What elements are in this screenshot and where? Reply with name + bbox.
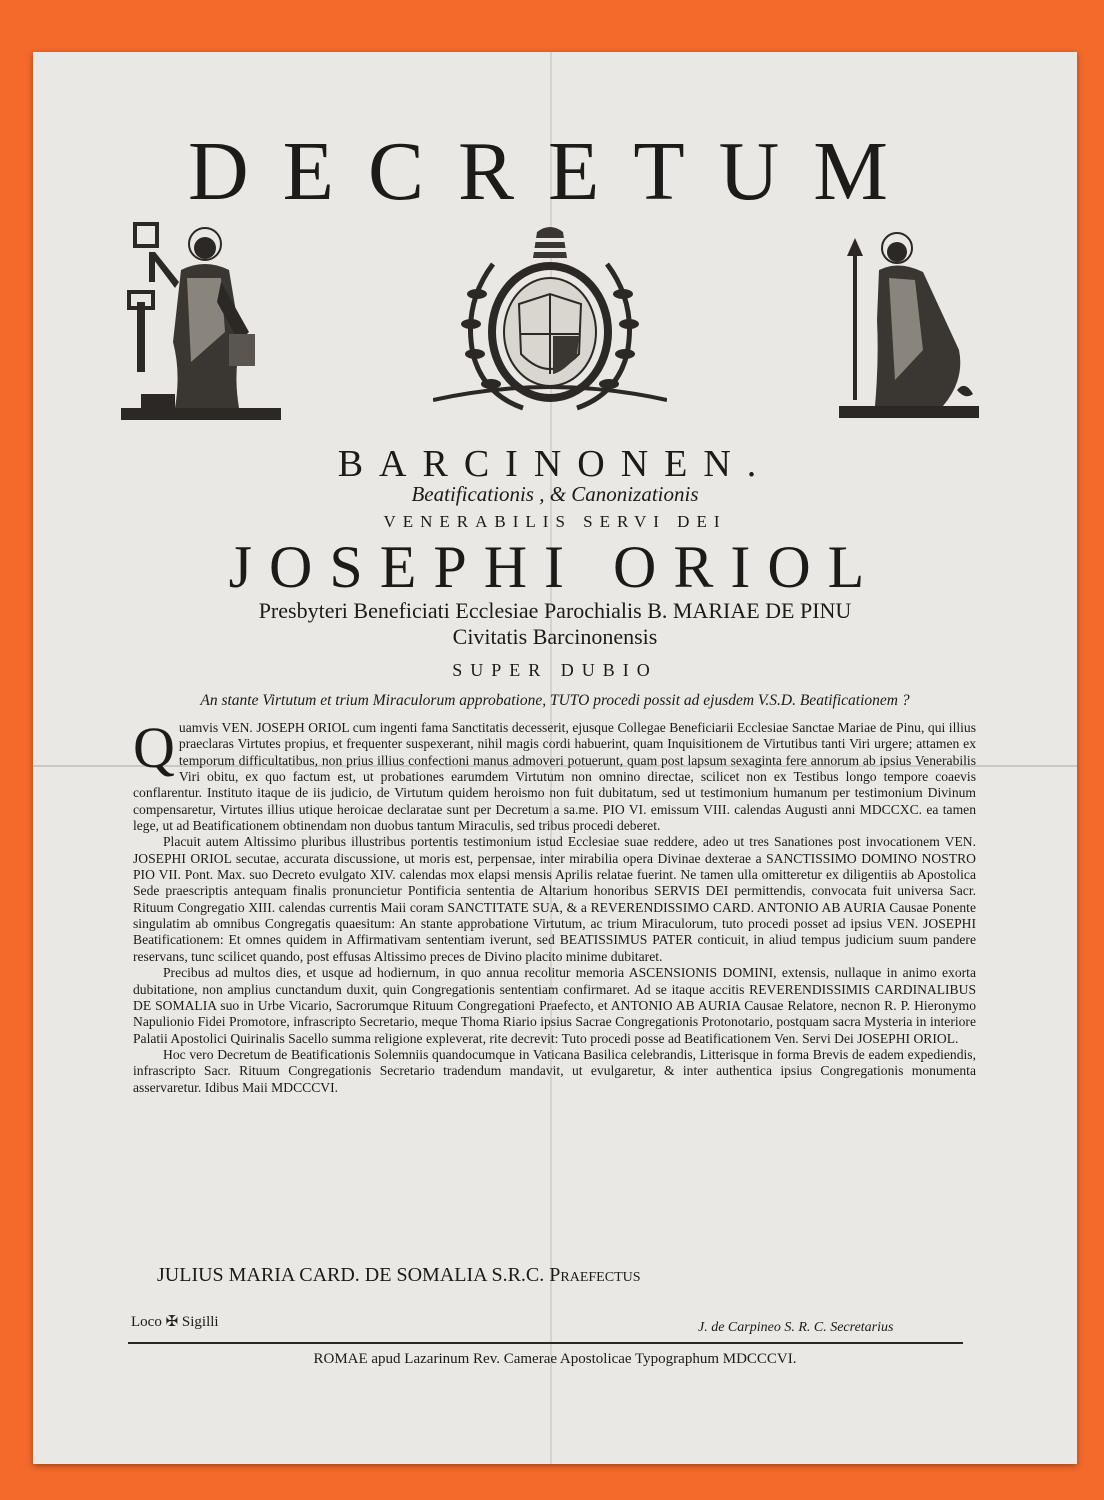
- diocese-heading: BARCINONEN.: [337, 443, 773, 485]
- decree-body: [133, 715, 976, 1096]
- prefect-signature: JULIUS MARIA CARD. DE SOMALIA S.R.C. Praefectus: [157, 1264, 641, 1286]
- dubium-question: An stante Virtutum et trium Miraculorum approbatione, TUTO procedi possit ad ejusdem V.S.D. Beatificationem ?: [200, 692, 910, 709]
- paragraph-4: Hoc vero Decretum de Beatificationis Solemniis quandocumque in Vaticana Basilica celebrandis, Litterisque in forma Brevis de eadem expediendis, infrascripto Sacr. Rituum Congregationis Secretario tradendum mandavit, ut evulgaretur, & inter authentica ipsius Congregationis monumenta asservaretur. Idibus Maii MDCCCVI.: [133, 1046, 976, 1095]
- paragraph-1: [133, 715, 976, 834]
- saint-paul-woodcut-icon: [839, 230, 979, 420]
- papal-coat-of-arms-icon: [433, 224, 667, 420]
- drop-cap: Q: [133, 715, 175, 780]
- divider-rule: [128, 1342, 963, 1344]
- decree-title: DECRETUM: [188, 125, 922, 218]
- paragraph-3: Precibus ad multos dies, et usque ad hodiernum, in quo annua recolitur memoria ASCENSIONIS DOMINI, extensis, nullaque in animo exorta dubitatione, non amplius cunctandum duxit, quin Congregationis sententiam confirmaret. Ad se itaque accitis REVERENDISSIMIS CARDINALIBUS DE SOMALIA suo in Urbe Vicario, Sacrorumque Rituum Congregationi Praefecto, et ANTONIO AB AURIA Causae Relatore, necnon R. P. Hieronymo Napulionio Fidei Promotore, infrascripto Secretario, meque Thoma Riario ipsius Sacrae Congregationis Protonotario, postquam sacra Mysteria in interiore Palatii Apostolici Quirinalis Sacello summa religione expleverat, rite decrevit: Tuto procedi posse ad Beatificationem Ven. Servi Dei JOSEPHI ORIOL.: [133, 965, 976, 1046]
- secretary-signature: J. de Carpineo S. R. C. Secretarius: [698, 1320, 894, 1335]
- cause-subtitle: Beatificationis , & Canonizationis: [411, 482, 699, 506]
- paragraph-2: Placuit autem Altissimo pluribus illustribus portentis testimonium istud Ecclesiae suae reddere, adeo ut tres Sanationes post invocationem VEN. JOSEPHI ORIOL secutae, accurata discussione, ut moris est, perpensae, inter mirabilia opera Divinae dexterae a SANCTISSIMO DOMINO NOSTRO PIO VII. Pont. Max. suo Decreto evulgato XIV. calendas mox elapsi mensis Aprilis relatae fuerint. Ne tamen ulla omitteretur ex diligentiis ab Apostolica Sede praescriptis antequam finalis pronuncietur Pontificia sententia de Altarium honoribus SERVIS DEI permittendis, convocata fuit universa Sacr. Rituum Congregatio XIII. calendas currentis Maii coram SANCTITATE SUA, & a REVERENDISSIMO CARD. ANTONIO AB AURIA Causae Ponente singulatim ab omnibus Congregatis quaesitum: An stante approbatione Virtutum, ac trium Miraculorum, tuto procedi posset ad ipsius VEN. JOSEPHI Beatificationem: Et omnes quidem in Affirmativam sententiam iverunt, sed BEATISSIMUS PATER conticuit, in aliud tempus judicium suum pandere reservans, tunc scilicet quando, post effusas Altissimo preces de Divino placito minime dubitaret.: [133, 834, 976, 964]
- presbyter-title: [33, 598, 1077, 650]
- saint-peter-woodcut-icon: [121, 222, 281, 422]
- seal-place: Loco ✠ Sigilli: [131, 1314, 219, 1330]
- decree-sheet: [33, 52, 1077, 1464]
- venerabilis-line: VENERABILIS SERVI DEI: [383, 512, 727, 531]
- servant-name: JOSEPHI ORIOL: [228, 534, 882, 600]
- super-dubio-heading: SUPER DUBIO: [452, 660, 658, 680]
- presbyter-line-1: Presbyteri Beneficiati Ecclesiae Parochialis B. MARIAE DE PINU: [258, 598, 852, 623]
- paragraph-1-text: uamvis VEN. JOSEPH ORIOL cum ingenti fama Sanctitatis decesserit, ejusque Collegae Beneficiarii Ecclesiae Sanctae Mariae de Pinu, qui illius praeclaras Virtutes propius, et frequenter suspexerant, nihil magis cordi habuerint, quam Inquisitionem de Virtutibus tanti Viri urgere; attamen ex temporum difficultatibus, non prius illius confectioni manus admoveri potuerunt, quam post lapsum sexaginta fere annorum ab ipsius Venerabilis Viri obitu, ex quo factum est, ut probationes earumdem Virtutum non omnino directae, scilicet non ex Testibus longo tempore coaevis conflarentur. Instituto itaque de iis judicio, de Virtutum quidem heroismo non fuit dubitatum, sed ut testimonium humanum per testimonium Divinum compensaretur, Virtutes illius utique heroicae declaratae sunt per Decretum a sa.me. PIO VI. emissum VIII. calendas Augusti anni MDCCXC. ea tamen lege, ut ad Beatificationem obtinendam non duobus tantum Miraculis, sed tribus procedi deberet.: [133, 720, 976, 834]
- printer-imprint: ROMAE apud Lazarinum Rev. Camerae Apostolicae Typographum MDCCCVI.: [313, 1351, 797, 1367]
- presbyter-line-2: Civitatis Barcinonensis: [452, 624, 658, 649]
